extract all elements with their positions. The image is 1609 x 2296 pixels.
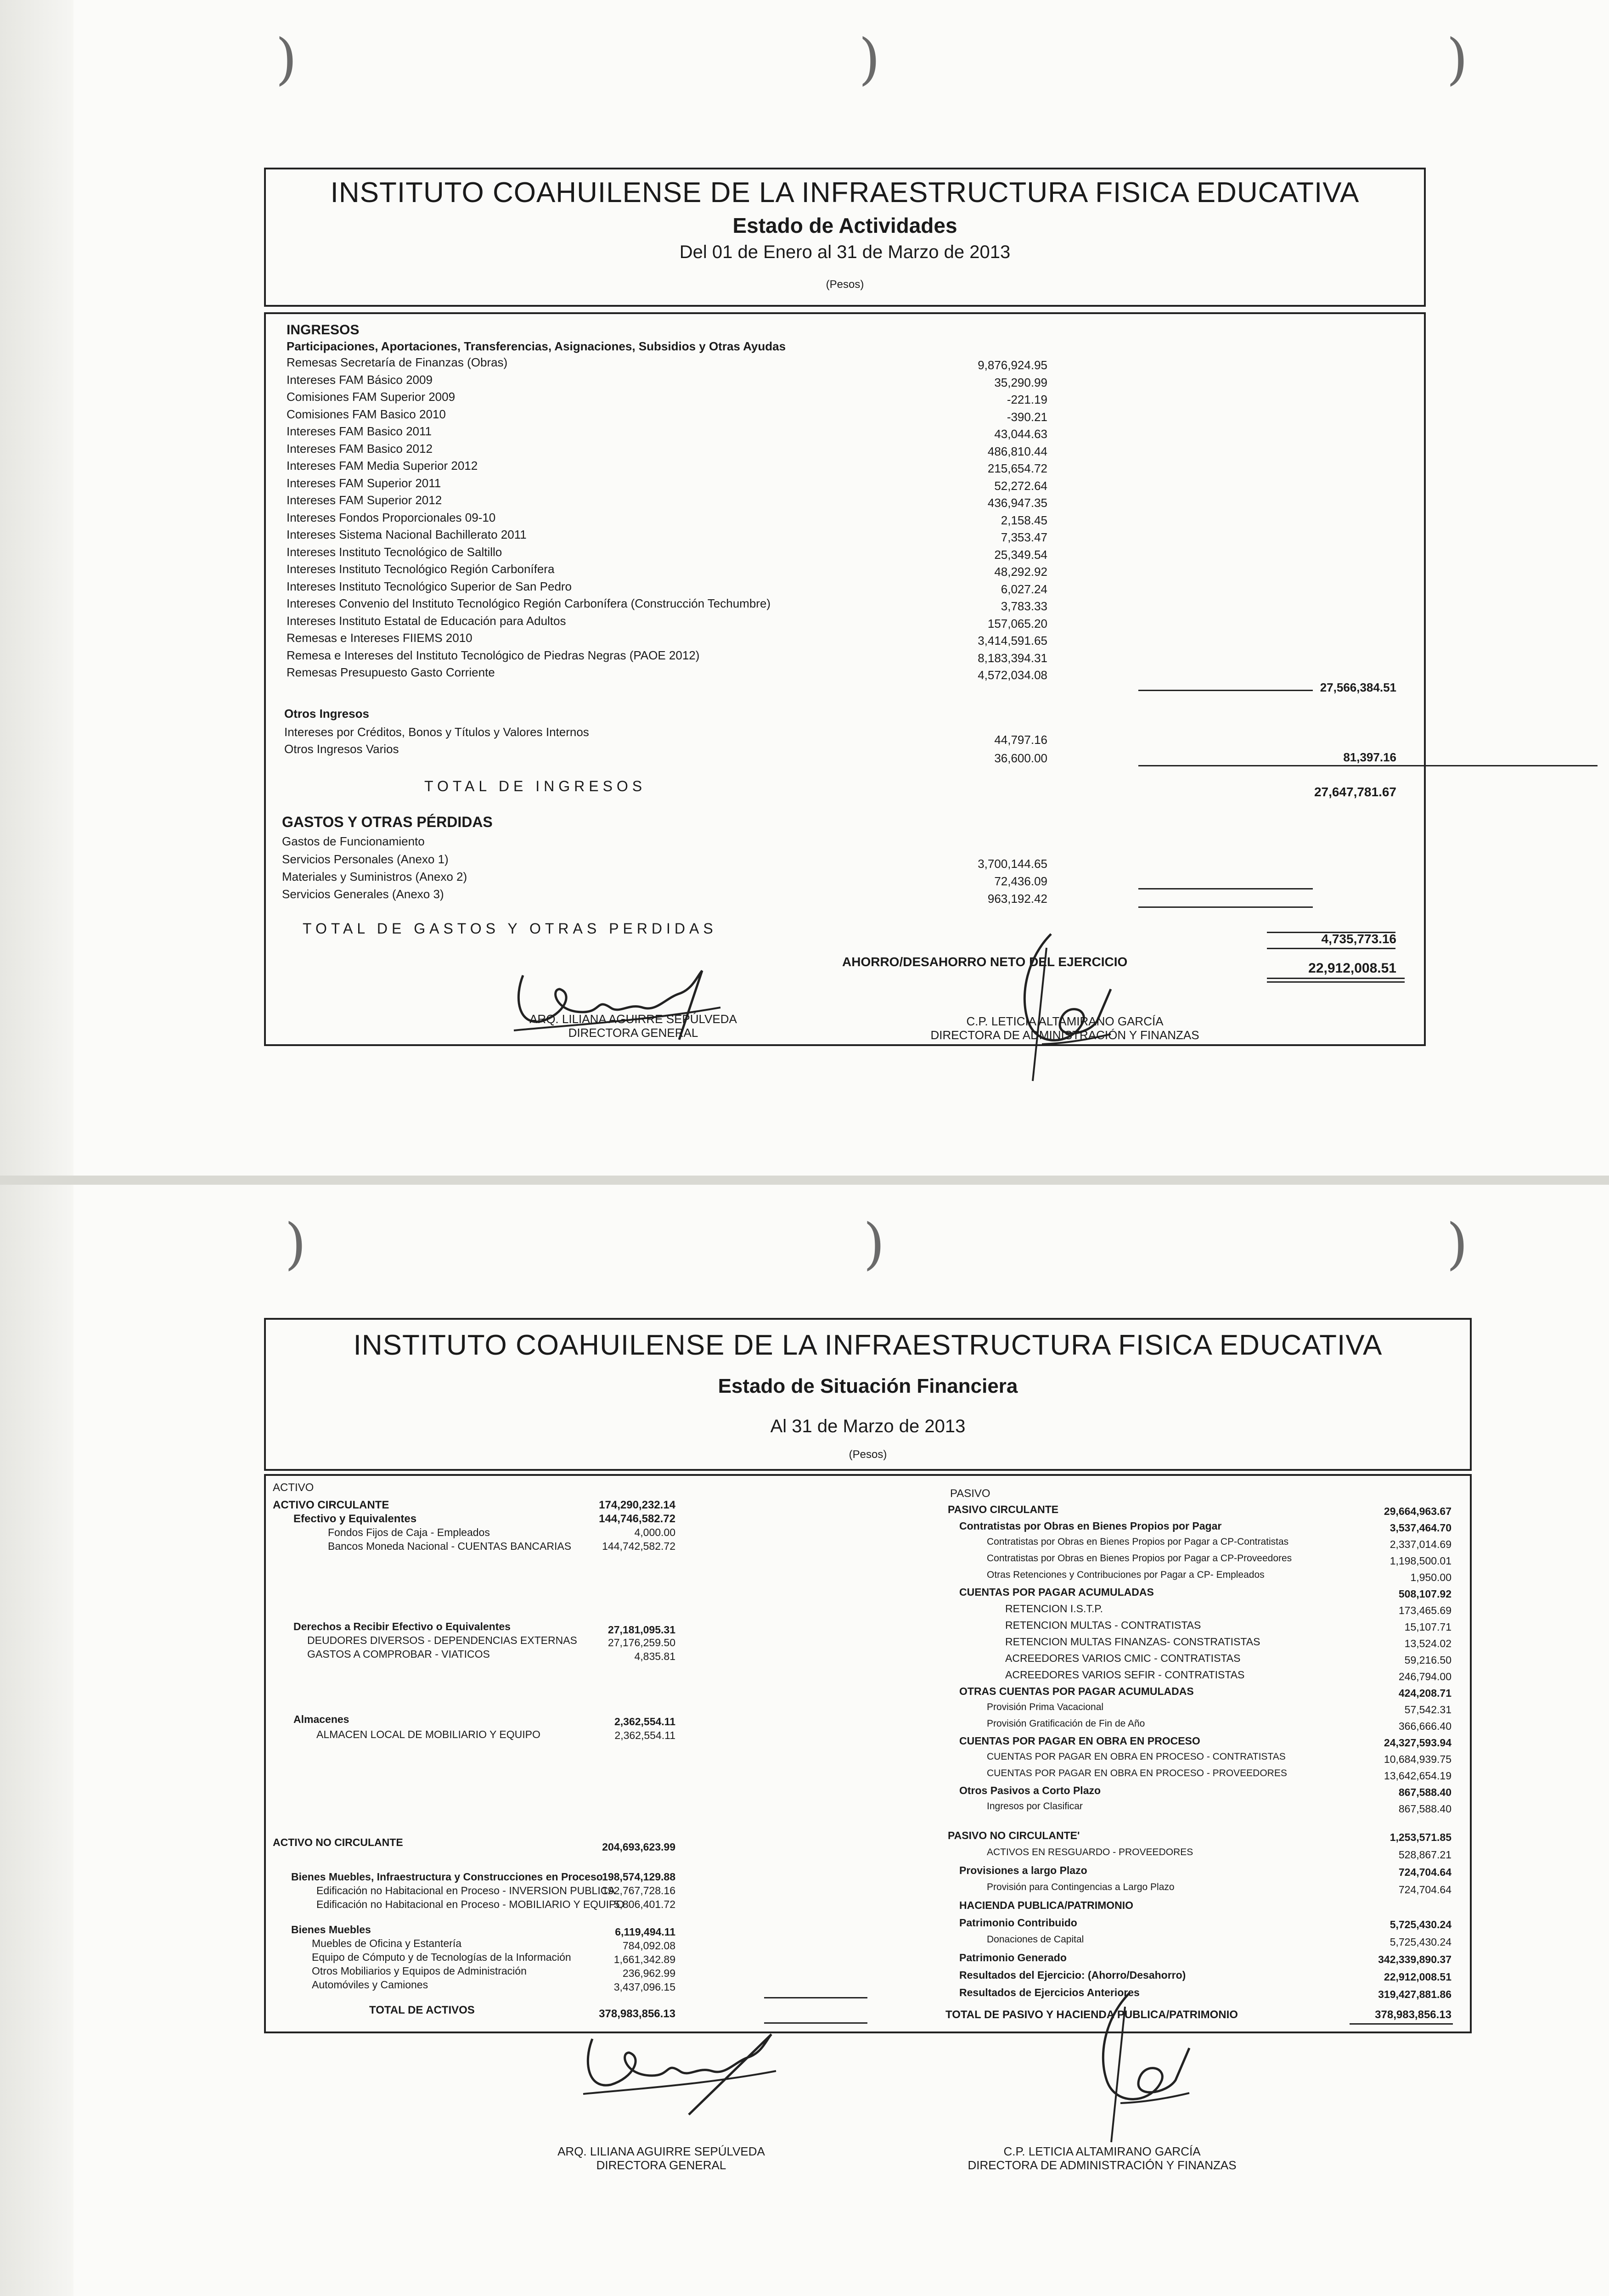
list-item: CUENTAS POR PAGAR ACUMULADAS (959, 1586, 1154, 1598)
list-item: RETENCION MULTAS FINANZAS- CONSTRATISTAS (1005, 1636, 1260, 1648)
list-item-value: 2,158.45 (1001, 513, 1047, 527)
header-box (264, 1318, 1472, 1471)
list-item-value: 15,107.71 (1404, 1621, 1451, 1633)
list-item: Fondos Fijos de Caja - Empleados (328, 1526, 490, 1538)
list-item-value: 24,327,593.94 (1384, 1737, 1451, 1749)
total-gastos-value: 4,735,773.16 (1321, 932, 1396, 946)
list-item: Muebles de Oficina y Estantería (312, 1937, 461, 1949)
double-rule (1267, 978, 1405, 979)
signature-directora-administracion (973, 929, 1120, 1088)
subtotal-rule (1138, 765, 1598, 766)
list-item-value: 36,600.00 (994, 751, 1047, 765)
list-item-value: 144,742,582.72 (602, 1540, 675, 1552)
header-box (264, 168, 1426, 307)
list-item-value: 867,588.40 (1398, 1803, 1451, 1815)
list-item-value: 366,666.40 (1398, 1720, 1451, 1732)
list-item: Intereses Instituto Tecnológico Región Carbonífera (287, 562, 555, 576)
list-item: Materiales y Suministros (Anexo 2) (282, 870, 467, 884)
list-item: Donaciones de Capital (987, 1934, 1084, 1945)
list-item: Intereses FAM Básico 2009 (287, 372, 433, 387)
currency-units: (Pesos) (849, 1448, 887, 1461)
page-divider (0, 1176, 1609, 1185)
handwritten-signature-icon (574, 2025, 785, 2117)
signer-title: DIRECTORA GENERAL (596, 2158, 726, 2172)
list-item-value: 4,572,034.08 (978, 668, 1047, 682)
list-item: Provisiones a largo Plazo (959, 1864, 1087, 1876)
total-pasivo-value: 378,983,856.13 (1375, 2009, 1451, 2021)
list-item-value: 192,767,728.16 (602, 1885, 675, 1896)
list-item: Automóviles y Camiones (312, 1979, 428, 1991)
list-item: Intereses FAM Superior 2011 (287, 476, 441, 490)
list-item: Contratistas por Obras en Bienes Propios por Pagar a CP-Proveedores (987, 1553, 1292, 1564)
derechos-value: 27,181,095.31 (608, 1624, 675, 1636)
list-item: DEUDORES DIVERSOS - DEPENDENCIAS EXTERNAS (307, 1634, 577, 1646)
list-item: Intereses Convenio del Instituto Tecnológico Región Carbonífera (Construcción Techumbre) (287, 597, 771, 610)
list-item-value: 157,065.20 (987, 616, 1047, 630)
list-item: Intereses por Créditos, Bonos y Títulos y Valores Internos (284, 725, 589, 739)
derechos-label: Derechos a Recibir Efectivo o Equivalentes (293, 1621, 511, 1632)
activo-no-circulante-value: 204,693,623.99 (602, 1841, 675, 1853)
list-item: Remesas e Intereses FIIEMS 2010 (287, 631, 473, 645)
subtotal-rule (1138, 906, 1313, 908)
list-item-value: 57,542.31 (1404, 1704, 1451, 1716)
list-item: Otros Ingresos Varios (284, 742, 399, 756)
list-item: Intereses FAM Media Superior 2012 (287, 459, 478, 473)
handwritten-signature-icon (1056, 1988, 1194, 2144)
list-item-value: 25,349.54 (994, 547, 1047, 562)
punch-hole-mark: ) (1446, 1212, 1468, 1276)
double-rule (764, 2022, 867, 2024)
list-item: Provisión Prima Vacacional (987, 1702, 1104, 1712)
list-item-value: 9,876,924.95 (978, 358, 1047, 372)
ahorro-value: 22,912,008.51 (1308, 961, 1396, 976)
list-item-value: 1,198,500.01 (1390, 1555, 1451, 1567)
list-item: PASIVO NO CIRCULANTE' (948, 1829, 1080, 1841)
bienes-inmuebles-value: 198,574,129.88 (602, 1871, 675, 1883)
punch-hole-mark: ) (1446, 28, 1468, 91)
almacenes-label: Almacenes (293, 1713, 349, 1725)
list-item: Intereses FAM Superior 2012 (287, 493, 442, 507)
list-item: PASIVO CIRCULANTE (948, 1503, 1059, 1515)
list-item: Otros Pasivos a Corto Plazo (959, 1784, 1101, 1796)
statement-period: Del 01 de Enero al 31 de Marzo de 2013 (679, 242, 1011, 262)
list-item-value: 2,337,014.69 (1390, 1538, 1451, 1550)
statement-title: Estado de Situación Financiera (718, 1375, 1018, 1397)
list-item-value: 44,797.16 (994, 733, 1047, 747)
list-item: Equipo de Cómputo y de Tecnologías de la Información (312, 1951, 571, 1963)
subtotal-rule (1138, 888, 1313, 889)
list-item: ACREEDORES VARIOS SEFIR - CONTRATISTAS (1005, 1669, 1245, 1681)
total-gastos-label: TOTAL DE GASTOS Y OTRAS PERDIDAS (303, 920, 717, 937)
signer-title: DIRECTORA DE ADMINISTRACIÓN Y FINANZAS (968, 2158, 1237, 2172)
efectivo-label: Efectivo y Equivalentes (293, 1513, 417, 1525)
list-item: Intereses FAM Basico 2012 (287, 441, 433, 456)
punch-hole-mark: ) (859, 28, 880, 91)
list-item-value: 342,339,890.37 (1378, 1953, 1451, 1965)
list-item-value: 22,912,008.51 (1384, 1971, 1451, 1983)
statement-body-box (264, 1474, 1472, 2033)
list-item-value: 784,092.08 (622, 1940, 675, 1952)
list-item: RETENCION I.S.T.P. (1005, 1603, 1103, 1615)
bienes-muebles-label: Bienes Muebles (291, 1924, 371, 1936)
list-item-value: 2,362,554.11 (614, 1729, 675, 1741)
handwritten-signature-icon (973, 929, 1120, 1086)
list-item: ACTIVOS EN RESGUARDO - PROVEEDORES (987, 1847, 1193, 1857)
activo-heading: ACTIVO (273, 1481, 314, 1494)
list-item-value: 4,000.00 (634, 1526, 675, 1538)
list-item-value: 5,806,401.72 (613, 1898, 675, 1910)
list-item-value: 10,684,939.75 (1384, 1753, 1451, 1765)
statement-period: Al 31 de Marzo de 2013 (770, 1416, 966, 1436)
statement-body-box (264, 312, 1426, 1046)
list-item: Patrimonio Contribuido (959, 1917, 1077, 1929)
list-item-value: 59,216.50 (1404, 1654, 1451, 1666)
list-item-value: 963,192.42 (987, 892, 1047, 906)
list-item-value: 3,700,144.65 (978, 857, 1047, 871)
total-pasivo-label: TOTAL DE PASIVO Y HACIENDA PUBLICA/PATRIMONIO (945, 2009, 1238, 2021)
participaciones-total: 27,566,384.51 (1320, 681, 1396, 694)
list-item-value: 3,414,591.65 (978, 634, 1047, 647)
list-item: Edificación no Habitacional en Proceso - INVERSION PUBLICA (316, 1885, 615, 1896)
list-item-value: 236,962.99 (622, 1967, 675, 1979)
list-item-value: 27,176,259.50 (608, 1637, 675, 1649)
list-item-value: 3,537,464.70 (1390, 1522, 1451, 1534)
list-item: ACREEDORES VARIOS CMIC - CONTRATISTAS (1005, 1652, 1241, 1664)
list-item: GASTOS A COMPROBAR - VIATICOS (307, 1648, 490, 1660)
signature-director-general (574, 2025, 785, 2119)
participaciones-heading: Participaciones, Aportaciones, Transferencias, Asignaciones, Subsidios y Otras Ayudas (287, 339, 786, 353)
list-item: Otras Retenciones y Contribuciones por Pagar a CP- Empleados (987, 1570, 1265, 1580)
list-item: Patrimonio Generado (959, 1952, 1067, 1964)
list-item-value: 173,465.69 (1398, 1604, 1451, 1616)
list-item: Provisión para Contingencias a Largo Plazo (987, 1882, 1175, 1892)
list-item: HACIENDA PUBLICA/PATRIMONIO (959, 1899, 1134, 1911)
list-item-value: 319,427,881.86 (1378, 1988, 1451, 2000)
list-item-value: -221.19 (1007, 393, 1047, 406)
list-item-value: 48,292.92 (994, 565, 1047, 579)
institution-name: INSTITUTO COAHUILENSE DE LA INFRAESTRUCTURA FISICA EDUCATIVA (353, 1329, 1383, 1361)
otros-ingresos-heading: Otros Ingresos (284, 707, 369, 720)
list-item: Comisiones FAM Superior 2009 (287, 390, 456, 404)
bienes-muebles-value: 6,119,494.11 (615, 1926, 675, 1938)
scan-edge-shadow (0, 1185, 73, 2296)
list-item-value: 215,654.72 (987, 461, 1047, 475)
list-item-value: 1,253,571.85 (1390, 1831, 1451, 1843)
almacenes-value: 2,362,554.11 (614, 1716, 675, 1728)
list-item: Remesas Presupuesto Gasto Corriente (287, 665, 495, 679)
signer-name: C.P. LETICIA ALTAMIRANO GARCÍA (966, 1014, 1164, 1028)
list-item: Comisiones FAM Basico 2010 (287, 407, 446, 421)
list-item: Edificación no Habitacional en Proceso - MOBILIARIO Y EQUIPO (316, 1898, 624, 1910)
list-item-value: 1,661,342.89 (613, 1953, 675, 1965)
ingresos-heading: INGRESOS (287, 322, 360, 338)
list-item-value: 5,725,430.24 (1390, 1919, 1451, 1930)
pasivo-heading: PASIVO (950, 1487, 990, 1500)
list-item-value: 867,588.40 (1398, 1786, 1451, 1798)
list-item: Remesas Secretaría de Finanzas (Obras) (287, 355, 508, 369)
list-item-value: 436,947.35 (987, 496, 1047, 510)
bienes-inmuebles-label: Bienes Muebles, Infraestructura y Construcciones en Proceso (291, 1871, 603, 1883)
list-item-value: 43,044.63 (994, 427, 1047, 441)
otros-ingresos-total: 81,397.16 (1343, 750, 1396, 764)
double-rule (1350, 2023, 1453, 2025)
signer-name: C.P. LETICIA ALTAMIRANO GARCÍA (1003, 2144, 1201, 2158)
list-item-value: 72,436.09 (994, 874, 1047, 888)
list-item-value: 7,353.47 (1001, 530, 1047, 544)
list-item-value: 724,704.64 (1398, 1884, 1451, 1896)
efectivo-value: 144,746,582.72 (599, 1513, 675, 1525)
double-rule (1267, 981, 1405, 983)
list-item: CUENTAS POR PAGAR EN OBRA EN PROCESO (959, 1735, 1200, 1747)
list-item: Contratistas por Obras en Bienes Propios por Pagar (959, 1520, 1222, 1532)
list-item: Otros Mobiliarios y Equipos de Administración (312, 1965, 527, 1977)
list-item: Contratistas por Obras en Bienes Propios por Pagar a CP-Contratistas (987, 1536, 1289, 1547)
signature-directora-administracion (1056, 1988, 1194, 2147)
list-item-value: 424,208.71 (1398, 1687, 1451, 1699)
list-item-value: 1,950.00 (1410, 1571, 1451, 1583)
list-item-value: 6,027.24 (1001, 582, 1047, 596)
list-item-value: 528,867.21 (1398, 1849, 1451, 1861)
list-item: Intereses Instituto Estatal de Educación para Adultos (287, 613, 566, 628)
list-item-value: 4,835.81 (634, 1650, 675, 1662)
list-item-value: 246,794.00 (1398, 1671, 1451, 1683)
institution-name: INSTITUTO COAHUILENSE DE LA INFRAESTRUCTURA FISICA EDUCATIVA (330, 177, 1360, 208)
punch-hole-mark: ) (863, 1212, 885, 1276)
subtotal-rule (1267, 948, 1395, 949)
list-item-value: 5,725,430.24 (1390, 1936, 1451, 1948)
activo-no-circulante-label: ACTIVO NO CIRCULANTE (273, 1836, 403, 1848)
list-item: Intereses Sistema Nacional Bachillerato 2011 (287, 528, 527, 541)
list-item: Remesa e Intereses del Instituto Tecnológico de Piedras Negras (PAOE 2012) (287, 648, 700, 662)
activo-circulante-value: 174,290,232.14 (599, 1499, 675, 1511)
list-item-value: 13,642,654.19 (1384, 1770, 1451, 1782)
list-item: RETENCION MULTAS - CONTRATISTAS (1005, 1619, 1201, 1631)
list-item: Intereses Instituto Tecnológico de Saltillo (287, 545, 502, 559)
list-item: Resultados del Ejercicio: (Ahorro/Desahorro) (959, 1969, 1186, 1981)
list-item-value: 8,183,394.31 (978, 651, 1047, 665)
signer-name: ARQ. LILIANA AGUIRRE SEPÚLVEDA (529, 1012, 737, 1026)
list-item: CUENTAS POR PAGAR EN OBRA EN PROCESO - PROVEEDORES (987, 1768, 1287, 1778)
list-item: Intereses FAM Basico 2011 (287, 424, 432, 438)
ahorro-label: AHORRO/DESAHORRO NETO DEL EJERCICIO (842, 955, 1128, 969)
total-activos-label: TOTAL DE ACTIVOS (369, 2004, 475, 2016)
subtotal-rule (1138, 690, 1313, 691)
scan-edge-shadow (0, 0, 73, 1176)
punch-hole-mark: ) (276, 28, 297, 91)
list-item-value: -390.21 (1007, 410, 1047, 424)
signer-title: DIRECTORA DE ADMINISTRACIÓN Y FINANZAS (930, 1028, 1199, 1042)
punch-hole-mark: ) (285, 1212, 306, 1276)
list-item: Intereses Instituto Tecnológico Superior de San Pedro (287, 579, 572, 593)
list-item-value: 3,437,096.15 (613, 1981, 675, 1993)
activo-circulante-label: ACTIVO CIRCULANTE (273, 1499, 389, 1511)
list-item-value: 486,810.44 (987, 444, 1047, 458)
list-item: ALMACEN LOCAL DE MOBILIARIO Y EQUIPO (316, 1728, 540, 1740)
list-item: Servicios Personales (Anexo 1) (282, 852, 449, 866)
gastos-heading: GASTOS Y OTRAS PÉRDIDAS (282, 814, 493, 830)
subtotal-rule (764, 1997, 867, 1998)
list-item: Provisión Gratificación de Fin de Año (987, 1718, 1145, 1729)
list-item: OTRAS CUENTAS POR PAGAR ACUMULADAS (959, 1685, 1194, 1697)
list-item: Ingresos por Clasificar (987, 1801, 1083, 1812)
list-item: Resultados de Ejercicios Anteriores (959, 1986, 1140, 1998)
estado-de-situacion-financiera-page (0, 1185, 1609, 2296)
list-item-value: 52,272.64 (994, 478, 1047, 493)
signer-title: DIRECTORA GENERAL (568, 1026, 698, 1040)
list-item-value: 29,664,963.67 (1384, 1505, 1451, 1517)
gastos-subheading: Gastos de Funcionamiento (282, 834, 425, 848)
total-ingresos-label: TOTAL DE INGRESOS (424, 778, 647, 794)
list-item-value: 3,783.33 (1001, 599, 1047, 613)
list-item-value: 13,524.02 (1404, 1638, 1451, 1649)
total-activos-value: 378,983,856.13 (599, 2008, 675, 2020)
list-item-value: 35,290.99 (994, 375, 1047, 389)
list-item: Bancos Moneda Nacional - CUENTAS BANCARIAS (328, 1540, 572, 1552)
total-ingresos-value: 27,647,781.67 (1314, 785, 1396, 799)
list-item: Intereses Fondos Proporcionales 09-10 (287, 510, 496, 524)
signer-name: ARQ. LILIANA AGUIRRE SEPÚLVEDA (557, 2144, 765, 2158)
list-item-value: 508,107.92 (1398, 1588, 1451, 1600)
statement-title: Estado de Actividades (732, 214, 957, 237)
list-item-value: 724,704.64 (1398, 1866, 1451, 1878)
list-item: CUENTAS POR PAGAR EN OBRA EN PROCESO - CONTRATISTAS (987, 1751, 1286, 1762)
list-item: Servicios Generales (Anexo 3) (282, 887, 444, 901)
currency-units: (Pesos) (826, 278, 864, 291)
